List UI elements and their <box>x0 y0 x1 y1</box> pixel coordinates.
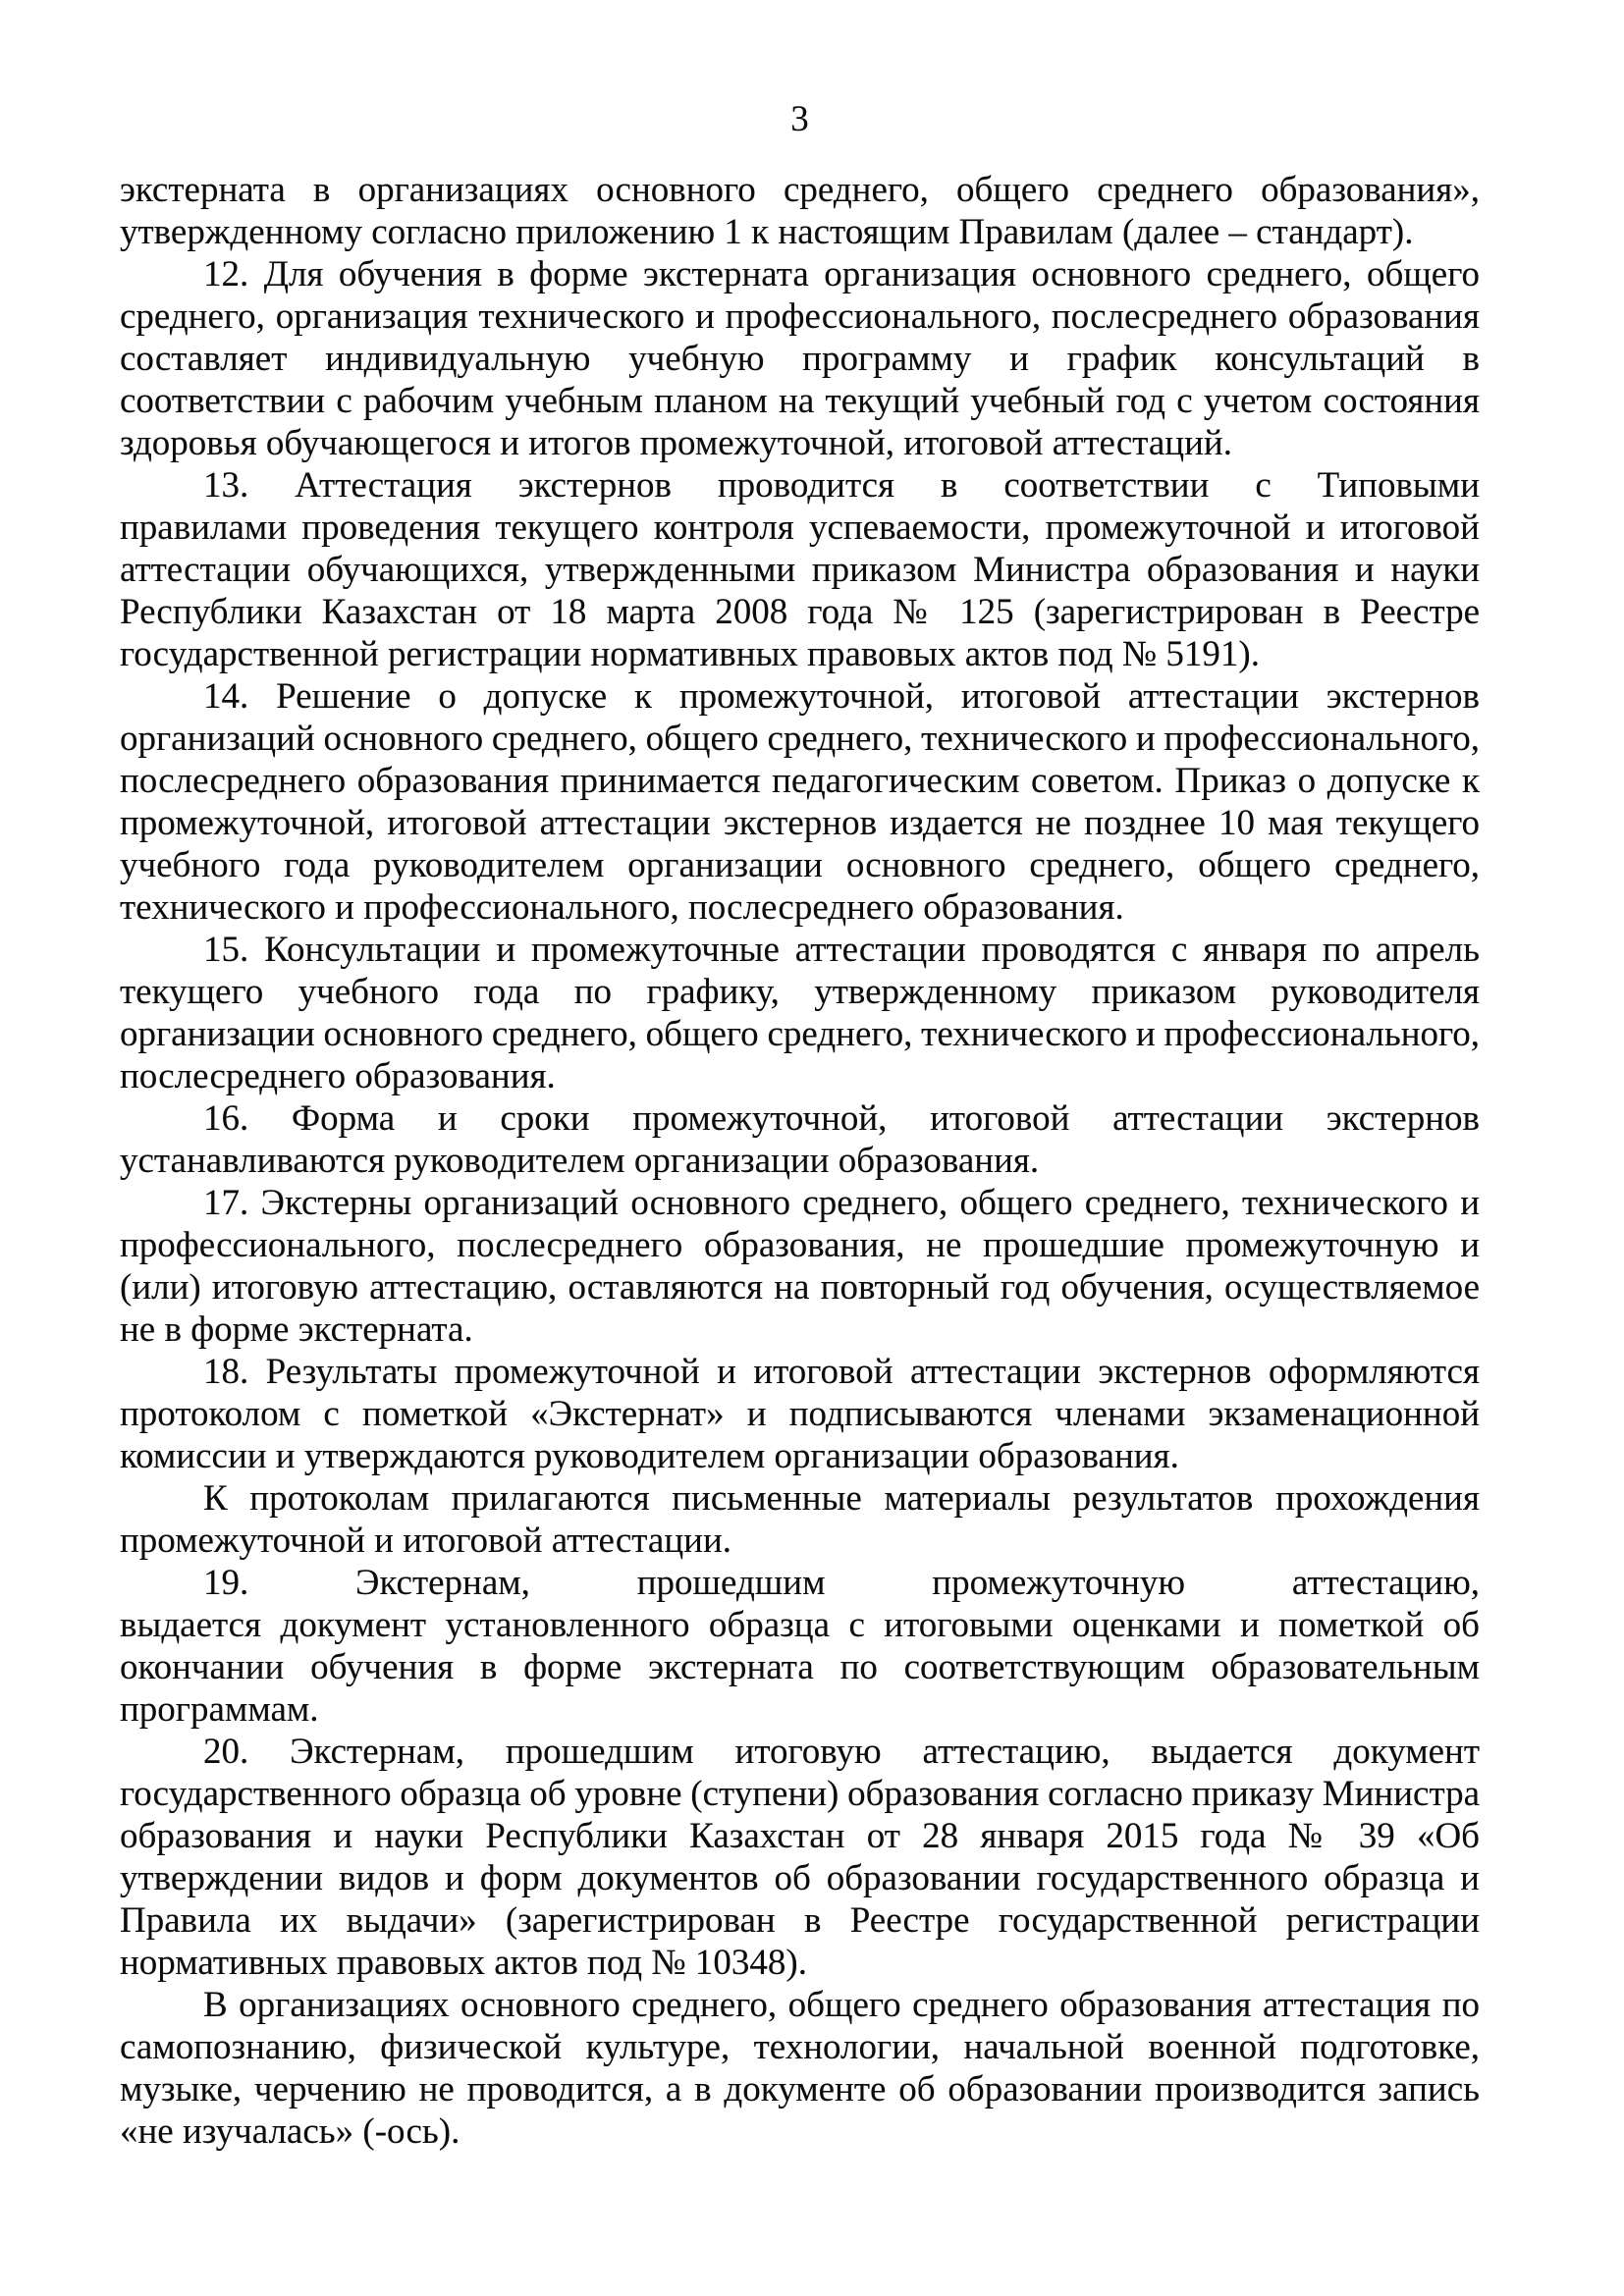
text-line: 18. Результаты промежуточной и итоговой аттестации экстернов оформляются <box>203 1352 1480 1392</box>
paragraph <box>120 169 1480 253</box>
text-line: государственной регистрации нормативных правовых актов под № 5191). <box>120 634 1260 674</box>
text-line: экстерната в организациях основного среднего, общего среднего образования», <box>120 170 1480 210</box>
text-line: нормативных правовых актов под № 10348). <box>120 1943 807 1983</box>
text-line: выдается документ установленного образца с итоговыми оценками и пометкой об <box>120 1605 1480 1645</box>
text-line: «не изучалась» (-ось). <box>120 2111 460 2152</box>
text-line: здоровья обучающегося и итогов промежуточной, итоговой аттестаций. <box>120 423 1232 463</box>
text-line: 13. Аттестация экстернов проводится в соответствии с Типовыми <box>203 465 1480 506</box>
text-line: В организациях основного среднего, общего среднего образования аттестация по <box>203 1985 1480 2025</box>
paragraph <box>120 1351 1480 1477</box>
text-line: профессионального, послесреднего образования, не прошедшие промежуточную и <box>120 1225 1480 1265</box>
text-line: 14. Решение о допуске к промежуточной, итоговой аттестации экстернов <box>203 676 1480 717</box>
paragraph <box>120 1562 1480 1731</box>
text-line: послесреднего образования. <box>120 1056 556 1096</box>
text-line: образования и науки Республики Казахстан от 28 января 2015 года № 39 «Об <box>120 1816 1480 1856</box>
page-number: 3 <box>790 99 809 139</box>
paragraph <box>120 1182 1480 1351</box>
text-line: правилами проведения текущего контроля успеваемости, промежуточной и итоговой <box>120 507 1480 548</box>
text-line: утвержденному согласно приложению 1 к настоящим Правилам (далее – стандарт). <box>120 212 1414 252</box>
text-line: 17. Экстерны организаций основного среднего, общего среднего, технического и <box>203 1183 1480 1223</box>
text-line: Республики Казахстан от 18 марта 2008 года № 125 (зарегистрирован в Реестре <box>120 592 1480 632</box>
paragraph <box>120 1477 1480 1562</box>
paragraph <box>120 1731 1480 1984</box>
text-content <box>120 98 1480 2153</box>
text-line: промежуточной, итоговой аттестации экстернов издается не позднее 10 мая текущего <box>120 803 1480 843</box>
text-line: технического и профессионального, послесреднего образования. <box>120 887 1124 928</box>
text-line: (или) итоговую аттестацию, оставляются на повторный год обучения, осуществляемое <box>120 1267 1480 1308</box>
text-line: учебного года руководителем организации основного среднего, общего среднего, <box>120 845 1480 885</box>
text-line: утверждении видов и форм документов об образовании государственного образца и <box>120 1858 1480 1898</box>
text-line: Правила их выдачи» (зарегистрирован в Реестре государственной регистрации <box>120 1900 1480 1941</box>
text-line: организации основного среднего, общего среднего, технического и профессионального, <box>120 1014 1480 1054</box>
paragraph <box>120 464 1480 675</box>
text-line: 19. Экстернам, прошедшим промежуточную аттестацию, <box>203 1563 1480 1603</box>
text-line: не в форме экстерната. <box>120 1309 473 1350</box>
text-line: 15. Консультации и промежуточные аттестации проводятся с января по апрель <box>203 930 1480 970</box>
text-line: программам. <box>120 1689 319 1730</box>
text-line: 12. Для обучения в форме экстерната организация основного среднего, общего <box>203 254 1480 294</box>
text-line: организаций основного среднего, общего среднего, технического и профессионального, <box>120 719 1480 759</box>
text-line: комиссии и утверждаются руководителем организации образования. <box>120 1436 1179 1476</box>
paragraph <box>120 929 1480 1097</box>
text-line: промежуточной и итоговой аттестации. <box>120 1521 732 1561</box>
paragraph <box>120 1097 1480 1182</box>
text-line: составляет индивидуальную учебную программу и график консультаций в <box>120 339 1480 379</box>
text-line: 20. Экстернам, прошедшим итоговую аттестацию, выдается документ <box>203 1732 1480 1772</box>
text-line: 16. Форма и сроки промежуточной, итоговой аттестации экстернов <box>203 1098 1480 1139</box>
text-line: аттестации обучающихся, утвержденными приказом Министра образования и науки <box>120 550 1480 590</box>
paragraph <box>120 675 1480 929</box>
text-line: устанавливаются руководителем организации образования. <box>120 1141 1040 1181</box>
paragraph <box>120 253 1480 464</box>
paragraph <box>120 1984 1480 2153</box>
text-line: К протоколам прилагаются письменные материалы результатов прохождения <box>203 1478 1480 1519</box>
text-line: окончании обучения в форме экстерната по соответствующим образовательным <box>120 1647 1480 1687</box>
text-line: текущего учебного года по графику, утвержденному приказом руководителя <box>120 972 1480 1012</box>
text-line: государственного образца об уровне (ступени) образования согласно приказу Министра <box>120 1774 1480 1814</box>
text-line: послесреднего образования принимается педагогическим советом. Приказ о допуске к <box>120 761 1480 801</box>
text-line: самопознанию, физической культуре, технологии, начальной военной подготовке, <box>120 2027 1480 2067</box>
text-line: протоколом с пометкой «Экстернат» и подписываются членами экзаменационной <box>120 1394 1480 1434</box>
text-line: соответствии с рабочим учебным планом на текущий учебный год с учетом состояния <box>120 381 1480 421</box>
text-line: среднего, организация технического и профессионального, послесреднего образования <box>120 296 1480 337</box>
text-line: музыке, черчению не проводится, а в документе об образовании производится запись <box>120 2069 1480 2109</box>
